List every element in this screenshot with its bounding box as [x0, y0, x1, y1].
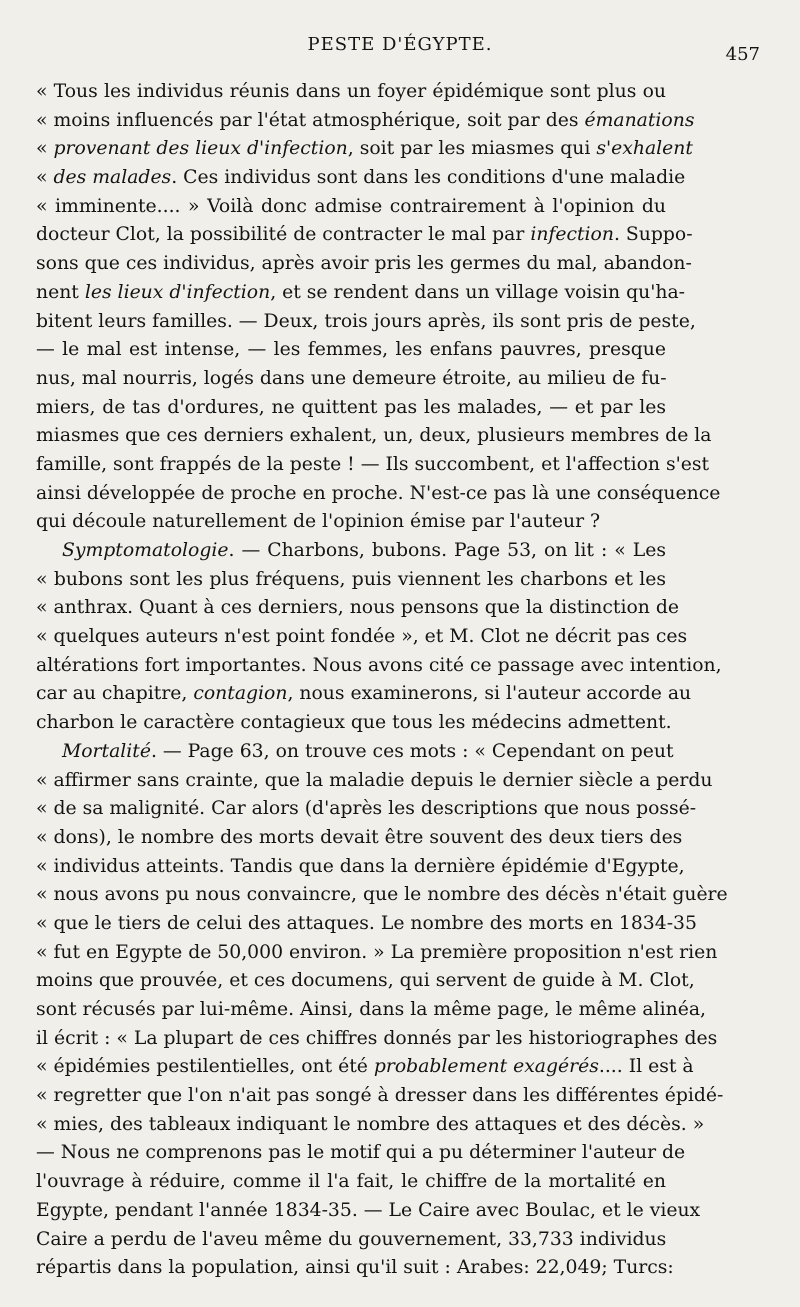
text-run: car au chapitre,: [36, 683, 194, 705]
text-line: [36, 853, 685, 882]
text-run: « affirmer sans crainte, que la maladie depuis le dernier siècle a perdu: [36, 769, 713, 791]
text-line: [36, 508, 666, 537]
text-run: . Ces individus sont dans les conditions d'une maladie: [171, 167, 686, 189]
text-run: nus, mal nourris, logés dans une demeure étroite, au milieu de fu-: [36, 367, 667, 389]
text-line: [36, 996, 706, 1025]
italic-text: les lieux d'infection: [84, 281, 271, 303]
italic-text: s'exhalent: [596, 138, 693, 160]
text-line: [36, 566, 666, 595]
italic-text: émanations: [584, 109, 695, 131]
text-line: [36, 135, 693, 164]
text-run: . — Page 63, on trouve ces mots : « Cependant on peut: [150, 740, 674, 762]
text-line: [36, 1226, 666, 1255]
text-run: . Suppo-: [613, 224, 693, 246]
text-line: [36, 537, 666, 566]
text-line: [36, 824, 683, 853]
text-line: [36, 480, 721, 509]
text-line: [36, 221, 693, 250]
text-run: , nous examinerons, si l'auteur accorde au: [287, 683, 692, 705]
text-line: [36, 107, 695, 136]
italic-text: Mortalité: [62, 740, 151, 762]
text-line: [36, 1082, 724, 1111]
text-line: [36, 738, 674, 767]
text-line: [36, 308, 696, 337]
text-line: [36, 1025, 718, 1054]
text-line: [36, 910, 697, 939]
page-header: [36, 34, 764, 65]
text-run: charbon le caractère contagieux que tous les médecins admettent.: [36, 712, 672, 734]
italic-text: Symptomatologie: [62, 540, 229, 561]
text-line: [36, 1053, 694, 1082]
italic-text: contagion: [193, 683, 288, 705]
running-title: PESTE D'ÉGYPTE.: [307, 34, 493, 55]
text-run: miasmes que ces derniers exhalent, un, deux, plusieurs membres de la: [36, 425, 712, 447]
text-run: moins que prouvée, et ces documens, qui servent de guide à M. Clot,: [36, 970, 695, 992]
text-line: [36, 78, 666, 107]
text-run: « fut en Egypte de 50,000 environ. » La première proposition n'est rien: [36, 941, 718, 963]
text-line: [36, 939, 718, 968]
text-line: [36, 336, 666, 365]
text-run: « regretter que l'on n'ait pas songé à dresser dans les différentes épidé-: [36, 1085, 724, 1107]
text-run: altérations fort importantes. Nous avons cité ce passage avec intention,: [36, 654, 722, 676]
text-run: nent: [36, 281, 85, 303]
italic-text: probablement exagérés: [373, 1056, 599, 1078]
text-run: répartis dans la population, ainsi qu'il suit : Arabes: 22,049; Turcs:: [36, 1257, 674, 1279]
text-run: bitent leurs familles. — Deux, trois jours après, ils sont pris de peste,: [36, 310, 696, 332]
text-line: [36, 1197, 701, 1226]
text-line: [36, 1254, 674, 1283]
text-run: «: [36, 167, 54, 189]
text-line: [36, 1168, 666, 1197]
text-line: [36, 451, 710, 480]
text-line: [36, 193, 666, 222]
text-run: « épidémies pestilentielles, ont été: [36, 1056, 374, 1078]
text-line: [36, 652, 722, 681]
text-line: [36, 967, 695, 996]
text-line: [36, 394, 666, 423]
text-line: [36, 422, 712, 451]
text-run: « mies, des tableaux indiquant le nombre des attaques et des décès. »: [36, 1113, 705, 1135]
text-run: docteur Clot, la possibilité de contracter le mal par: [36, 224, 531, 246]
text-run: « anthrax. Quant à ces derniers, nous pensons que la distinction de: [36, 597, 679, 619]
text-run: « moins influencés par l'état atmosphérique, soit par des: [36, 109, 585, 131]
text-line: [36, 680, 692, 709]
text-line: [36, 767, 713, 796]
body-text: [36, 78, 728, 1283]
text-line: [36, 594, 679, 623]
italic-text: infection: [530, 224, 614, 246]
text-line: [36, 1139, 686, 1168]
text-run: « quelques auteurs n'est point fondée », et M. Clot ne décrit pas ces: [36, 626, 688, 648]
text-run: « Tous les individus réunis dans un foyer épidémique sont plus ou: [36, 81, 666, 102]
text-run: « bubons sont les plus fréquens, puis viennent les charbons et les: [36, 568, 666, 590]
text-line: [36, 881, 728, 910]
text-run: qui découle naturellement de l'opinion émise par l'auteur ?: [36, 511, 601, 533]
text-run: . — Charbons, bubons. Page 53, on lit : « Les: [228, 540, 666, 561]
text-run: l'ouvrage à réduire, comme il l'a fait, le chiffre de la mortalité en: [36, 1171, 666, 1193]
text-run: miers, de tas d'ordures, ne quittent pas les malades, — et par les: [36, 396, 666, 418]
text-run: « nous avons pu nous convaincre, que le nombre des décès n'était guère: [36, 884, 728, 906]
text-run: Caire a perdu de l'aveu même du gouvernement, 33,733 individus: [36, 1228, 667, 1250]
text-run: .... Il est à: [598, 1056, 694, 1078]
text-line: [36, 623, 688, 652]
text-line: [36, 1111, 705, 1140]
text-line: [36, 164, 686, 193]
text-run: « dons), le nombre des morts devait être souvent des deux tiers des: [36, 826, 683, 848]
text-line: [36, 365, 666, 394]
text-run: famille, sont frappés de la peste ! — Ils succombent, et l'affection s'est: [36, 453, 710, 475]
text-run: « que le tiers de celui des attaques. Le nombre des morts en 1834-35: [36, 912, 697, 934]
italic-text: provenant des lieux d'infection: [53, 138, 348, 160]
text-run: , et se rendent dans un village voisin qu'ha-: [270, 281, 685, 303]
text-run: «: [36, 138, 54, 160]
text-line: [36, 795, 697, 824]
italic-text: des malades: [53, 167, 172, 189]
text-run: sons que ces individus, après avoir pris les germes du mal, abandon-: [36, 253, 692, 275]
text-run: Egypte, pendant l'année 1834-35. — Le Caire avec Boulac, et le vieux: [36, 1199, 701, 1221]
text-line: [36, 250, 692, 279]
text-run: « individus atteints. Tandis que dans la dernière épidémie d'Egypte,: [36, 855, 685, 877]
text-run: « imminente.... » Voilà donc admise contrairement à l'opinion du: [36, 195, 666, 217]
text-run: — le mal est intense, — les femmes, les enfans pauvres, presque: [36, 339, 666, 361]
page-number: 457: [725, 44, 760, 65]
text-run: ainsi développée de proche en proche. N'est-ce pas là une conséquence: [36, 482, 721, 504]
text-run: — Nous ne comprenons pas le motif qui a pu déterminer l'auteur de: [36, 1142, 686, 1164]
text-run: sont récusés par lui-même. Ainsi, dans la même page, le même alinéa,: [36, 999, 706, 1020]
text-run: « de sa malignité. Car alors (d'après les descriptions que nous possé-: [36, 798, 697, 820]
text-line: [36, 279, 685, 308]
text-line: [36, 709, 672, 738]
text-run: , soit par les miasmes qui: [347, 138, 597, 160]
text-run: il écrit : « La plupart de ces chiffres donnés par les historiographes des: [36, 1027, 718, 1049]
